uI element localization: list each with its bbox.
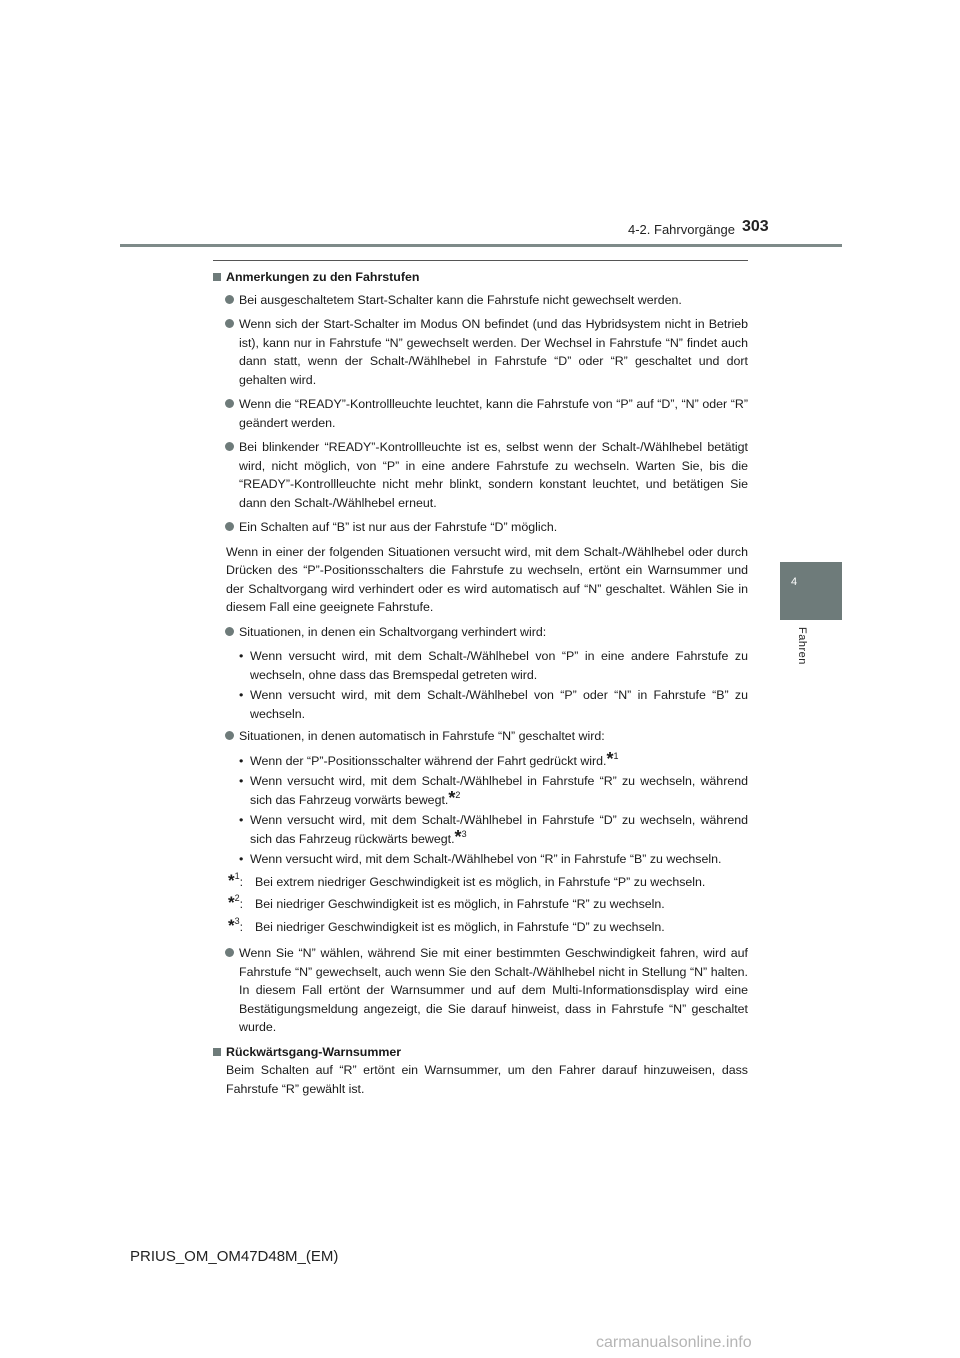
sub-item-text: Wenn versucht wird, mit dem Schalt-/Wählhebel von “P” oder “N” in Fahrstufe “B” zu wechseln.	[250, 688, 748, 721]
list-item	[213, 623, 748, 642]
section-heading-reverse	[213, 1043, 748, 1062]
sub-list-item	[213, 850, 748, 869]
sub-bullet-mark: •	[239, 813, 244, 827]
bullet-text: Ein Schalten auf “B” ist nur aus der Fahrstufe “D” möglich.	[239, 520, 558, 534]
body-paragraph: Wenn in einer der folgenden Situationen versucht wird, mit dem Schalt-/Wählhebel oder durch Drücken des “P”-Positionsschalters die Fahrstufe zu wechseln, ertönt ein Warnsummer und der Schaltvorgang wird verhindert oder es wird automatisch auf “N” geschaltet. Wählen Sie in diesem Fall eine geeignete Fahrstufe.	[226, 544, 748, 614]
square-bullet-icon	[213, 273, 221, 281]
footnote-text: Bei extrem niedriger Geschwindigkeit ist es möglich, in Fahrstufe “P” zu wechseln.	[255, 874, 706, 889]
footnote-ref: 1	[613, 750, 619, 761]
sub-bullet-mark: •	[239, 688, 244, 702]
sub-item-text: Wenn versucht wird, mit dem Schalt-/Wählhebel von “R” in Fahrstufe “B” zu wechseln.	[250, 852, 722, 866]
list-item	[213, 395, 748, 432]
chapter-label: Fahren	[796, 627, 808, 665]
round-bullet-icon	[225, 295, 234, 304]
footnote-star-mark: *	[454, 826, 462, 847]
round-bullet-icon	[225, 399, 234, 408]
footnote	[213, 915, 748, 937]
sub-item-text: Wenn versucht wird, mit dem Schalt-/Wählhebel in Fahrstufe “R” zu wechseln, während sich das Fahrzeug vorwärts bewegt.	[250, 774, 748, 807]
content-top-rule	[213, 260, 748, 261]
sub-list-item	[213, 748, 748, 771]
sub-bullet-mark: •	[239, 753, 244, 768]
list-item	[213, 727, 748, 746]
list-item	[213, 438, 748, 512]
footnote-text: Bei niedriger Geschwindigkeit ist es möglich, in Fahrstufe “D” zu wechseln.	[255, 919, 665, 934]
bullet-text: Situationen, in denen automatisch in Fahrstufe “N” geschaltet wird:	[239, 729, 605, 743]
round-bullet-icon	[225, 319, 234, 328]
square-bullet-icon	[213, 1048, 221, 1056]
list-item	[213, 291, 748, 310]
list-item	[213, 315, 748, 389]
sub-list-item	[213, 772, 748, 809]
footnote-text: Bei niedriger Geschwindigkeit ist es möglich, in Fahrstufe “R” zu wechseln.	[255, 897, 665, 911]
round-bullet-icon	[225, 731, 234, 740]
chapter-number: 4	[791, 576, 798, 588]
section-heading-text: Anmerkungen zu den Fahrstufen	[226, 270, 420, 284]
section-heading-text: Rückwärtsgang-Warnsummer	[226, 1044, 402, 1059]
list-item	[213, 518, 748, 537]
sub-list-item	[213, 811, 748, 848]
sub-item-text: Wenn versucht wird, mit dem Schalt-/Wählhebel in Fahrstufe “D” zu wechseln, während sich das Fahrzeug rückwärts bewegt.	[250, 813, 748, 846]
body-paragraph: Beim Schalten auf “R” ertönt ein Warnsummer, um den Fahrer darauf hinzuweisen, dass Fahrstufe “R” gewählt ist.	[226, 1063, 748, 1096]
page-content	[213, 268, 748, 1104]
list-item	[213, 944, 748, 1037]
footnote-mark: *$^1$:	[228, 870, 244, 890]
sub-bullet-mark: •	[239, 649, 244, 663]
footnote-star-mark: *	[448, 787, 456, 808]
footnote-mark: *$^2$:	[228, 893, 244, 912]
bullet-text: Bei ausgeschaltetem Start-Schalter kann die Fahrstufe nicht gewechselt werden.	[239, 292, 682, 307]
footnote-ref: 3	[461, 828, 467, 839]
footnote-star-mark: *	[606, 748, 614, 769]
bullet-text: Wenn die “READY”-Kontrollleuchte leuchtet, kann die Fahrstufe von “P” auf “D”, “N” oder “R” geändert werden.	[239, 397, 748, 430]
sub-list-item	[213, 686, 748, 723]
watermark-text: carmanualsonline.info	[596, 1334, 752, 1351]
round-bullet-icon	[225, 627, 234, 636]
page-number: 303	[742, 218, 769, 235]
footer-document-id: PRIUS_OM_OM47D48M_(EM)	[130, 1248, 339, 1265]
footnote	[213, 895, 748, 914]
header-rule	[120, 244, 842, 247]
footnote-ref: 2	[455, 789, 461, 800]
footnote	[213, 870, 748, 892]
sub-item-text: Wenn versucht wird, mit dem Schalt-/Wählhebel von “P” in eine andere Fahrstufe zu wechseln, ohne dass das Bremspedal getreten wird.	[250, 649, 748, 682]
bullet-text: Bei blinkender “READY”-Kontrollleuchte ist es, selbst wenn der Schalt-/Wählhebel betätigt wird, nicht möglich, von “P” in eine andere Fahrstufe zu wechseln. Warten Sie, bis die “READY”-Kontrollleuchte nicht mehr blinkt, sondern konstant leuchtet, und betätigen Sie dann den Schalt-/Wählhebel erneut.	[239, 440, 748, 510]
header-section-title: 4-2. Fahrvorgänge	[628, 222, 735, 237]
section-heading-notes	[213, 268, 748, 287]
round-bullet-icon	[225, 522, 234, 531]
round-bullet-icon	[225, 442, 234, 451]
sub-bullet-mark: •	[239, 774, 244, 788]
chapter-tab	[780, 562, 842, 620]
footnote-mark: *$^3$:	[228, 915, 244, 935]
bullet-text: Wenn sich der Start-Schalter im Modus ON befindet (und das Hybridsystem nicht in Betrieb ist), kann nur in Fahrstufe “N” gewechselt werden. Der Wechsel in Fahrstufe “N” findet auch dann statt, wenn der Schalt-/Wählhebel in Fahrstufe “D” oder “R” geschaltet und dort gehalten wird.	[239, 317, 748, 387]
bullet-text: Wenn Sie “N” wählen, während Sie mit einer bestimmten Geschwindigkeit fahren, wird auf Fahrstufe “N” gewechselt, auch wenn Sie den Schalt-/Wählhebel nicht in Stellung “N” halten. In diesem Fall ertönt der Warnsummer und auf dem Multi-Informationsdisplay wird eine Bestätigungsmeldung angezeigt, die Sie darauf hinweist, dass in Fahrstufe “N” geschaltet wurde.	[239, 946, 748, 1034]
sub-bullet-mark: •	[239, 852, 244, 866]
round-bullet-icon	[225, 948, 234, 957]
sub-item-text: Wenn der “P”-Positionsschalter während der Fahrt gedrückt wird.	[250, 753, 607, 768]
bullet-text: Situationen, in denen ein Schaltvorgang verhindert wird:	[239, 624, 547, 639]
sub-list-item	[213, 647, 748, 684]
